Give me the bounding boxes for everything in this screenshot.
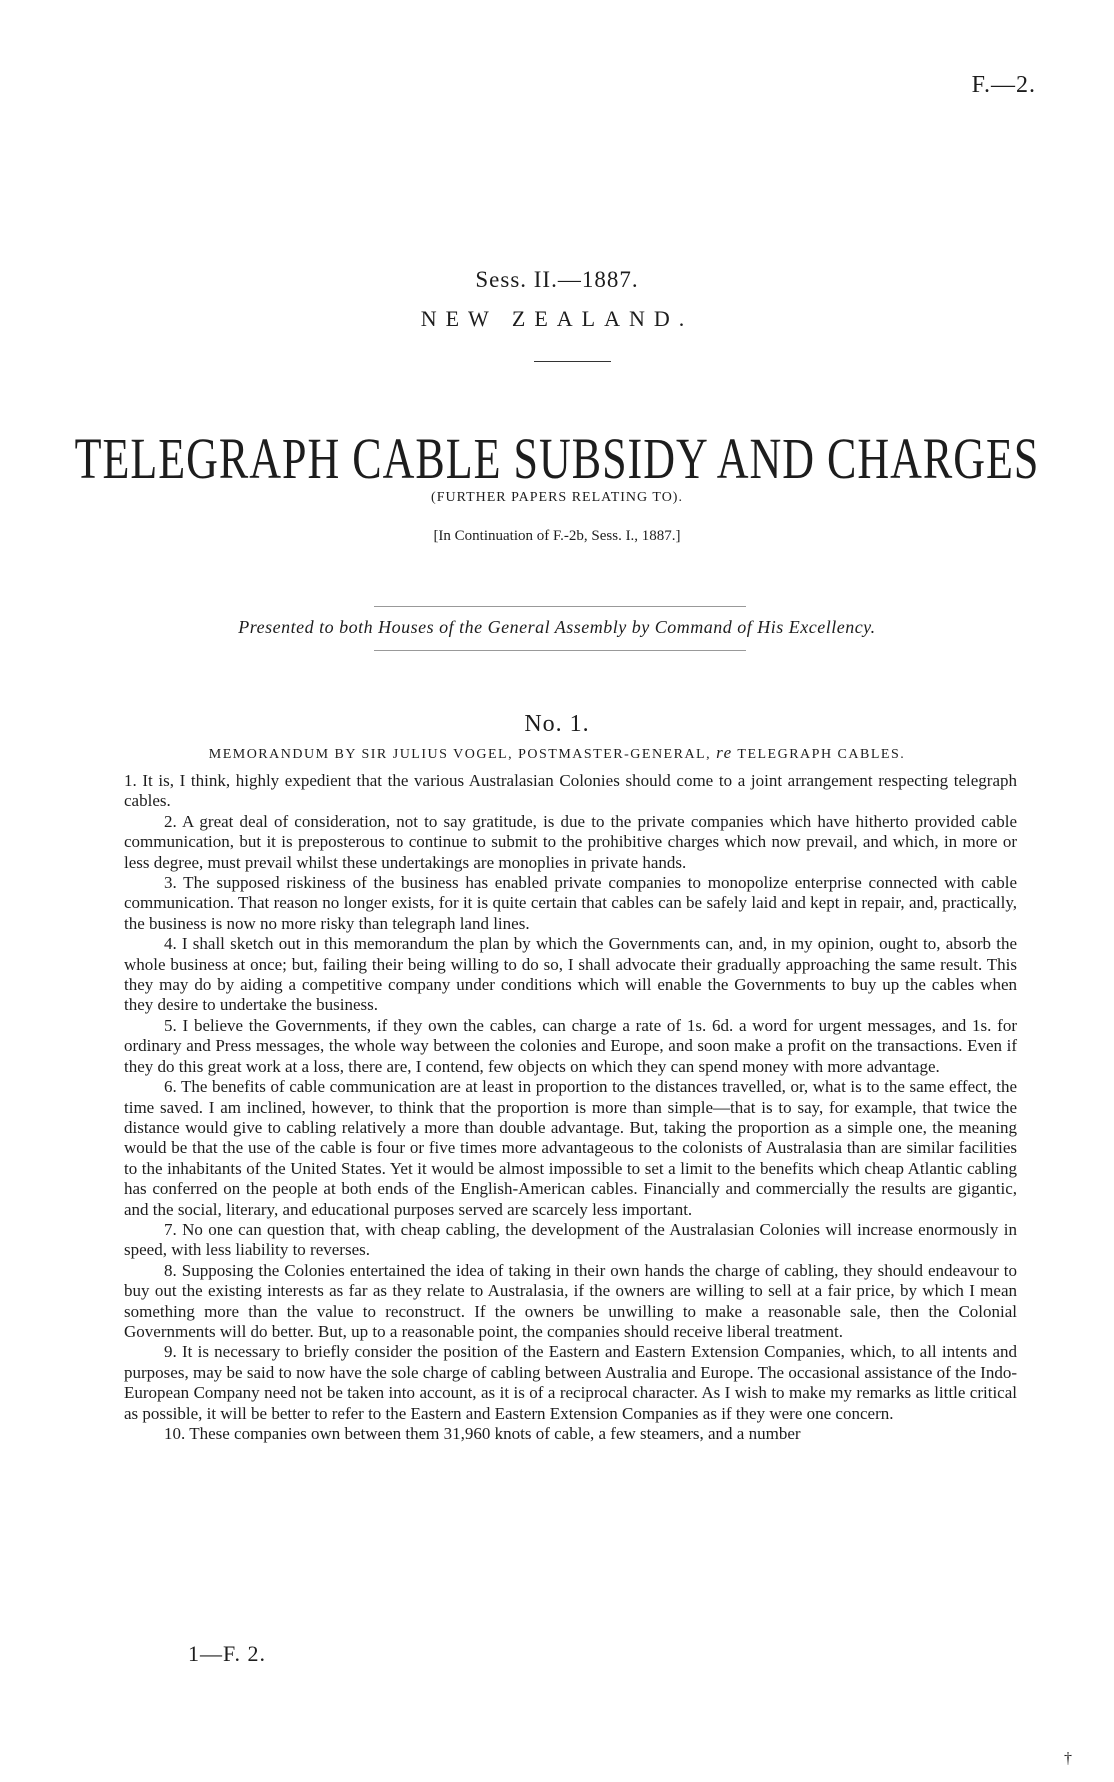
session-line: Sess. II.—1887.: [475, 267, 639, 292]
paragraph-9: 9. It is necessary to briefly consider the position of the Eastern and Eastern Extension Companies, which, to all intents and purposes, may be said to now have the sole charge of cabling between Australia and Europe. The occasional assistance of the Indo-European Company need not be taken into account, as it is of a reciprocal character. As I wish to make my remarks as little critical as possible, it will be better to refer to the Eastern and Eastern Extension Companies as if they were one concern.: [124, 1342, 1017, 1423]
continuation-note: [In Continuation of F.-2b, Sess. I., 1887.]: [433, 528, 681, 544]
margin-mark: †: [1064, 1750, 1072, 1767]
paragraph-2: 2. A great deal of consideration, not to say gratitude, is due to the private companies which have hitherto provided cable communication, but it is preposterous to continue to submit to the prohibitive charges which now prevail, and which, in more or less degree, must prevail whilst these undertakings are monoplies in private hands.: [124, 811, 1017, 872]
paragraph-3: 3. The supposed riskiness of the business has enabled private companies to monopolize enterprise connected with cable communication. That reason no longer exists, for it is quite certain that cables can be safely laid and kept in repair, and, practically, the business is now no more risky than telegraph land lines.: [124, 873, 1017, 933]
memo-body: [124, 771, 1017, 1444]
country-line: NEW ZEALAND.: [420, 306, 694, 331]
paragraph-8: 8. Supposing the Colonies entertained the idea of taking in their own hands the charge of cabling, they should endeavour to buy out the existing interests as far as they relate to Australasia, if the owners are willing to sell at a fair price, by which I mean something more than the value to reconstruct. If the owners be unwilling to make a reasonable sale, then the Colonial Governments will do better. But, up to a reasonable point, the companies should receive liberal treatment.: [124, 1260, 1017, 1341]
page-reference: F.—2.: [971, 72, 1036, 98]
short-divider: [534, 361, 611, 362]
document-title: TELEGRAPH CABLE SUBSIDY AND CHARGES: [74, 426, 1040, 491]
memo-heading-suffix: TELEGRAPH CABLES.: [737, 747, 906, 762]
paragraph-5: 5. I believe the Governments, if they own the cables, can charge a rate of 1s. 6d. a word for urgent messages, and 1s. for ordinary and Press messages, the whole way between the colonies and Europe, and soon make a profit on the transactions. Even if they do this great work at a loss, there are, I contend, few objects on which they can spend money with more advantage.: [124, 1015, 1017, 1076]
paragraph-10: 10. These companies own between them 31,960 knots of cable, a few steamers, and a number: [164, 1424, 801, 1443]
paragraph-7: 7. No one can question that, with cheap cabling, the development of the Australasian Colonies will increase enormously in speed, with less liability to reverses.: [124, 1219, 1017, 1260]
memo-number: No. 1.: [524, 711, 590, 737]
paragraph-6: 6. The benefits of cable communication are at least in proportion to the distances travelled, or, what is to the same effect, the time saved. I am inclined, however, to think that the proportion is more than simple—that is to say, for example, that twice the distance would give to cabling relatively a more than double advantage. But, taking the proportion as a simple one, the meaning would be that the use of the cable is four or five times more advantageous to the colonists of Australasia than are similar facilities to the inhabitants of the United States. Yet it would be almost impossible to set a limit to the benefits which cheap Atlantic cabling has conferred on the people at both ends of the English-American cables. Financially and commercially the results are gigantic, and the social, literary, and educational purposes served are scarcely less important.: [124, 1077, 1017, 1219]
memo-heading-re: re: [716, 743, 733, 762]
memo-heading-prefix: MEMORANDUM BY SIR JULIUS VOGEL, POSTMASTER-GENERAL,: [208, 747, 712, 762]
printer-signature: 1—F. 2.: [188, 1641, 266, 1666]
document-subtitle: (FURTHER PAPERS RELATING TO).: [431, 490, 683, 505]
presented-line: Presented to both Houses of the General Assembly by Command of His Excellency.: [238, 617, 876, 637]
paragraph-4: 4. I shall sketch out in this memorandum the plan by which the Governments can, and, in my opinion, ought to, absorb the whole business at once; but, failing their being willing to do so, I shall advocate their gradually approaching the same result. This they may do by aiding a competitive company under conditions which will enable the Governments to buy up the cables when they desire to undertake the business.: [124, 934, 1017, 1015]
paragraph-1: 1. It is, I think, highly expedient that the various Australasian Colonies should come to a joint arrangement respecting telegraph cables.: [124, 771, 1017, 811]
memo-heading: [0, 743, 1114, 763]
divider-below-presented: [374, 650, 746, 651]
divider-above-presented: [374, 606, 746, 607]
